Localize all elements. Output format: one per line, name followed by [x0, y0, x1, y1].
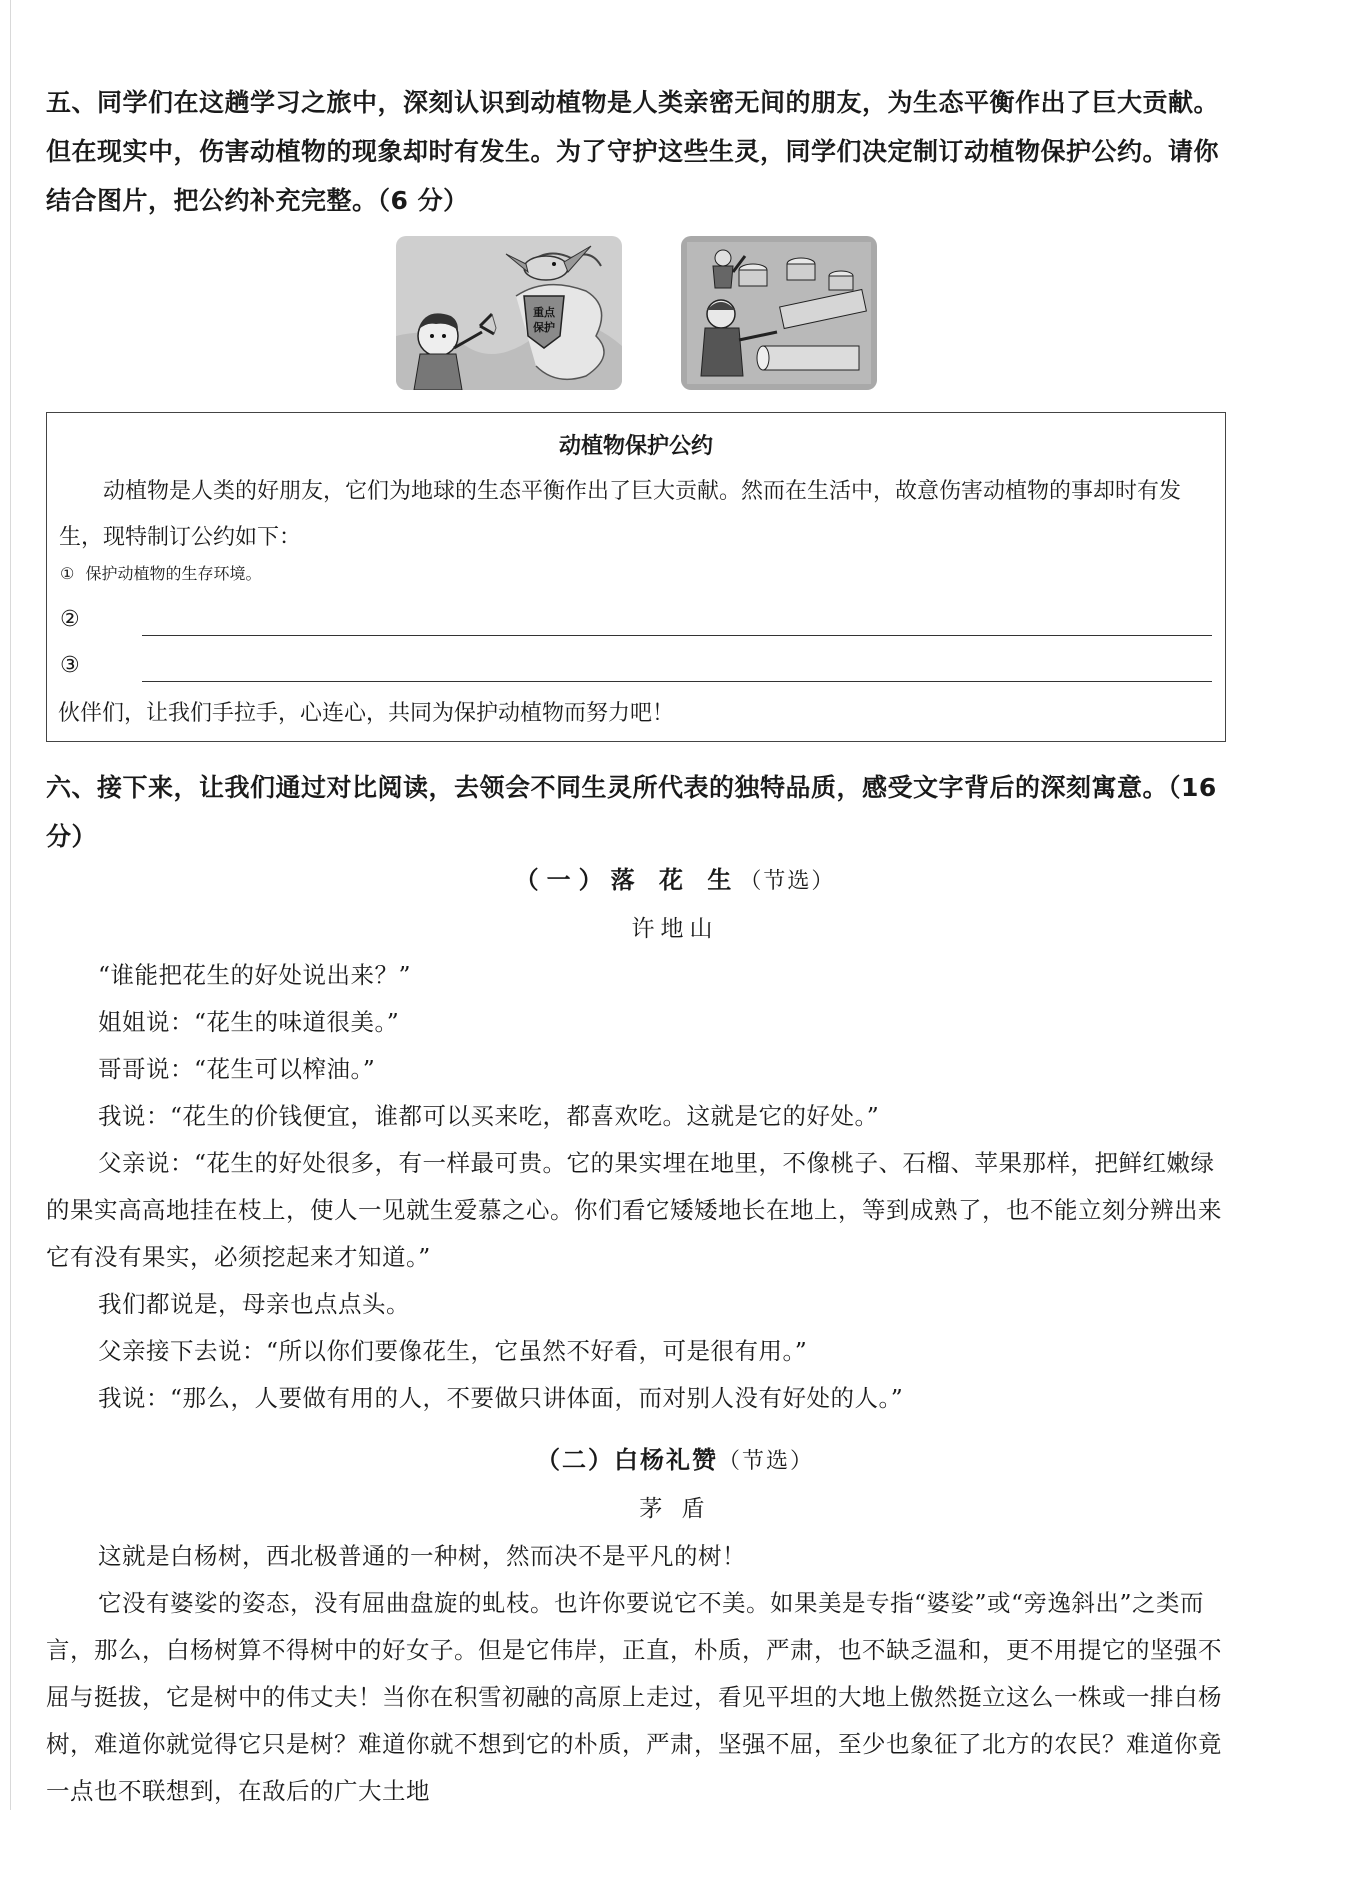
item-1-number: ① — [60, 564, 75, 583]
margin-rule — [10, 0, 11, 1810]
reading-2-title — [0, 1440, 1350, 1475]
convention-item-2 — [60, 600, 80, 640]
reading-1-paragraph: 哥哥说：“花生可以榨油。” — [98, 1055, 376, 1083]
reading-1-paragraph: 父亲接下去说：“所以你们要像花生，它虽然不好看，可是很有用。” — [98, 1337, 808, 1365]
convention-item-1 — [60, 554, 261, 594]
reading-1-paragraph: 父亲说：“花生的好处很多，有一样最可贵。它的果实埋在地里，不像桃子、石榴、苹果那样，把鲜红嫩绿的果实高高地挂在枝上，使人一见就生爱慕之心。你们看它矮矮地长在地上，等到成熟了，也不能立刻分辨出来它有没有果实，必须挖起来才知道。” — [46, 1149, 1222, 1271]
reading-2-paragraph: 这就是白杨树，西北极普通的一种树，然而决不是平凡的树！ — [98, 1542, 746, 1570]
convention-title: 动植物保护公约 — [558, 434, 713, 459]
logging-illustration — [681, 236, 877, 390]
item-1-text: 保护动植物的生存环境。 — [85, 564, 262, 583]
reading-1-paragraph: 我说：“花生的价钱便宜，谁都可以买来吃，都喜欢吃。这就是它的好处。” — [98, 1102, 880, 1130]
item-2-answer-line[interactable] — [142, 634, 1212, 636]
reading-1-title — [0, 860, 1350, 895]
convention-closing: 伙伴们，让我们手拉手，心连心，共同为保护动植物而努力吧！ — [58, 701, 675, 726]
reading-2-author: 茅 盾 — [639, 1496, 711, 1522]
sign-text-line2: 保护 — [533, 321, 555, 334]
convention-item-3 — [60, 646, 80, 686]
slingshot-illustration — [396, 236, 622, 390]
reading-1-paragraph: 我们都说是，母亲也点点头。 — [98, 1290, 410, 1318]
reading-1-title-main: （一）落 花 生 — [514, 866, 740, 894]
question-6-prompt: 六、接下来，让我们通过对比阅读，去领会不同生灵所代表的独特品质，感受文字背后的深刻寓意。（16 分） — [46, 773, 1217, 851]
item-3-number: ③ — [60, 653, 80, 678]
item-3-answer-line[interactable] — [142, 680, 1212, 682]
reading-2-title-main: （二）白杨礼赞 — [535, 1446, 718, 1474]
reading-2-paragraph: 它没有婆娑的姿态，没有屈曲盘旋的虬枝。也许你要说它不美。如果美是专指“婆娑”或“旁逸斜出”之类而言，那么，白杨树算不得树中的好女子。但是它伟岸，正直，朴质，严肃，也不缺乏温和，更不用提它的坚强不屈与挺拔，它是树中的伟丈夫！当你在积雪初融的高原上走过，看见平坦的大地上傲然挺立这么一株或一排白杨树，难道你就觉得它只是树？难道你就不想到它的朴质，严肃，坚强不屈，至少也象征了北方的农民？难道你竟一点也不联想到，在敌后的广大土地 — [46, 1589, 1222, 1805]
reading-1-author: 许地山 — [631, 916, 719, 942]
convention-intro: 动植物是人类的好朋友，它们为地球的生态平衡作出了巨大贡献。然而在生活中，故意伤害动植物的事却时有发生，现特制订公约如下： — [59, 479, 1182, 550]
reading-1-title-tail: （节选） — [739, 869, 836, 894]
item-2-number: ② — [60, 607, 80, 632]
reading-1-paragraph: 我说：“那么，人要做有用的人，不要做只讲体面，而对别人没有好处的人。” — [98, 1384, 904, 1412]
question-5-prompt: 五、同学们在这趟学习之旅中，深刻认识到动植物是人类亲密无间的朋友，为生态平衡作出了巨大贡献。但在现实中，伤害动植物的现象却时有发生。为了守护这些生灵，同学们决定制订动植物保护公约。请你结合图片，把公约补充完整。（6 分） — [46, 88, 1220, 215]
sign-text-line1: 重点 — [533, 306, 555, 319]
reading-1-paragraph: 姐姐说：“花生的味道很美。” — [98, 1008, 400, 1036]
reading-1-paragraph: “谁能把花生的好处说出来？” — [98, 961, 412, 989]
reading-2-title-tail: （节选） — [717, 1449, 814, 1474]
